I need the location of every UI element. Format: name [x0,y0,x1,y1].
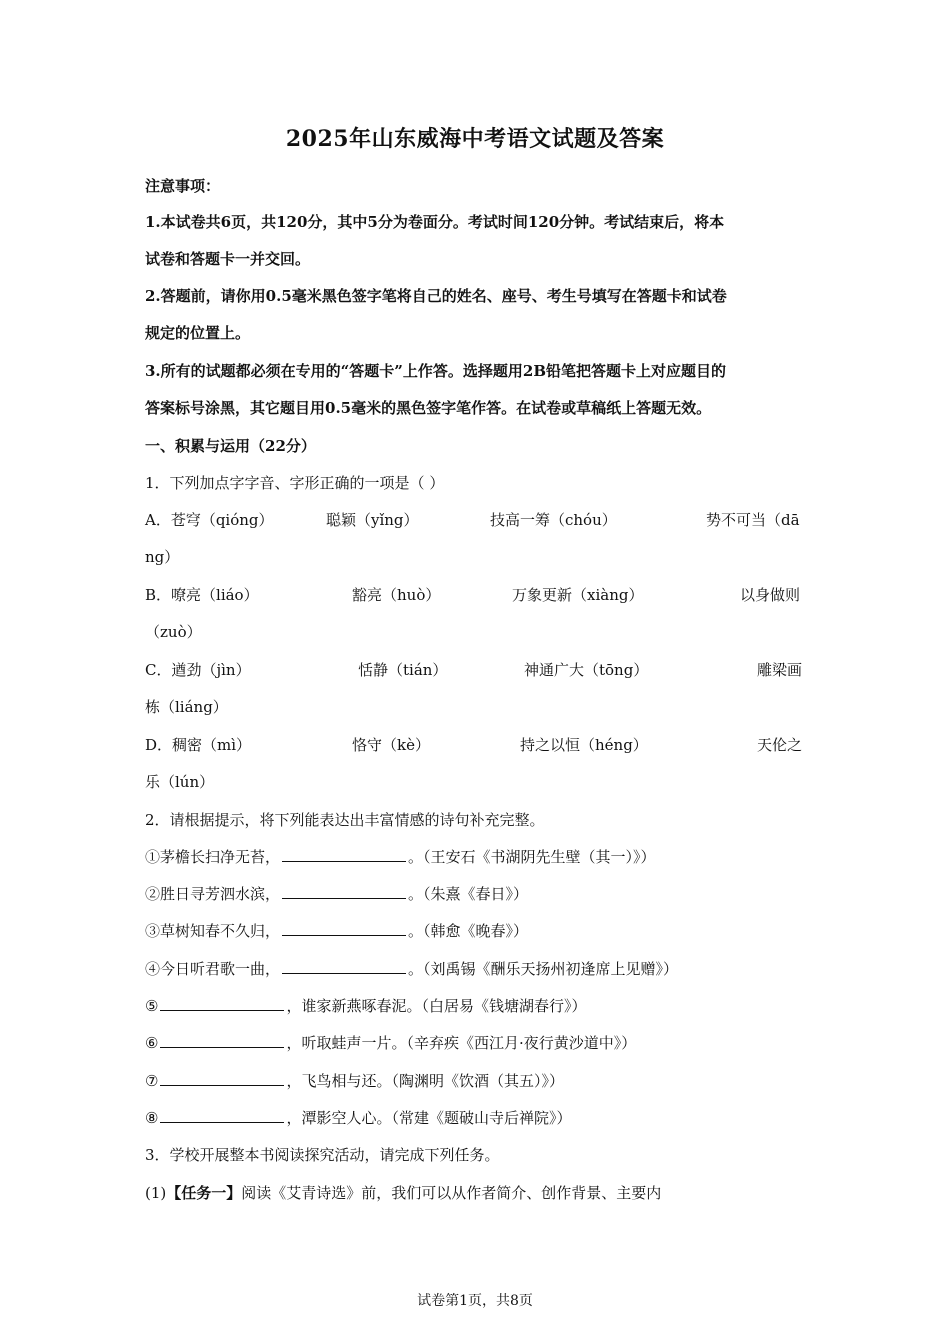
q2-line-3-pre: ③草树知春不久归， [145,922,281,940]
q1-option-c: C．遒劲（jìn） [145,661,251,679]
q1-option-d-word2: 恪守（kè） [352,736,430,754]
q1-option-c-word2: 恬静（tián） [358,661,448,679]
answer-blank[interactable] [282,921,406,936]
answer-blank[interactable] [282,884,406,899]
notice-item-3b: 答案标号涂黑，其它题目用0.5毫米的黑色签字笔作答。在试卷或草稿纸上答题无效。 [145,399,712,417]
q2-line-7-post: ，飞鸟相与还。（陶渊明《饮酒（其五）》） [286,1072,564,1090]
q3-task-1-text: 阅读《艾青诗选》前，我们可以从作者简介、创作背景、主要内 [241,1184,662,1202]
notice-item-1b: 试卷和答题卡一并交回。 [145,250,311,268]
q1-option-b-word2: 豁亮（huò） [352,586,441,604]
q2-line-7-pre: ⑦ [145,1072,159,1090]
q2-line-6 [145,1033,636,1053]
q2-line-6-pre: ⑥ [145,1034,159,1052]
q2-line-1-pre: ①茅檐长扫净无苔， [145,848,281,866]
q1-option-a-word4: 势不可当（dā [706,511,800,529]
q2-line-4 [145,959,678,979]
q1-option-b-cont: （zuò） [145,623,202,641]
q2-line-1 [145,847,656,867]
notice-item-2a: 2.答题前，请你用0.5毫米黑色签字笔将自己的姓名、座号、考生号填写在答题卡和试卷 [145,287,727,305]
q2-stem: 2．请根据提示，将下列能表达出丰富情感的诗句补充完整。 [145,811,545,829]
q1-option-b-word3: 万象更新（xiàng） [512,586,644,604]
page-title: 2025年山东威海中考语文试题及答案 [285,126,665,152]
q2-line-5-post: ，谁家新燕啄春泥。（白居易《钱塘湖春行》） [286,997,587,1015]
q3-stem: 3．学校开展整本书阅读探究活动，请完成下列任务。 [145,1146,500,1164]
q3-task-1-num: (1) [145,1184,167,1202]
answer-blank[interactable] [160,1108,284,1123]
q1-option-a-word3: 技高一筹（chóu） [490,511,617,529]
q1-option-a-word2: 聪颖（yǐng） [326,511,419,529]
section-heading: 一、积累与运用（22分） [145,437,316,455]
q1-stem: 1．下列加点字字音、字形正确的一项是（ ） [145,474,445,492]
q2-line-2-pre: ②胜日寻芳泗水滨， [145,885,281,903]
q2-line-8-pre: ⑧ [145,1109,159,1127]
q2-line-5 [145,996,586,1016]
answer-blank[interactable] [160,996,284,1011]
q1-option-c-cont: 栋（liáng） [145,698,228,716]
q1-option-d-cont: 乐（lún） [145,773,215,791]
q2-line-8 [145,1108,571,1128]
q2-line-1-post: 。（王安石《书湖阴先生壁（其一）》） [408,848,656,866]
notice-item-1a: 1.本试卷共6页，共120分，其中5分为卷面分。考试时间120分钟。考试结束后，将本 [145,213,725,231]
q2-line-5-pre: ⑤ [145,997,159,1015]
page-footer: 试卷第1页，共8页 [417,1293,533,1309]
q1-option-a: A．苍穹（qióng） [145,511,274,529]
notice-item-3a: 3.所有的试题都必须在专用的“答题卡”上作答。选择题用2B铅笔把答题卡上对应题目的 [145,362,727,380]
q3-task-1 [145,1183,661,1203]
q1-option-c-word4: 雕梁画 [757,661,803,679]
answer-blank[interactable] [160,1071,284,1086]
q2-line-6-post: ，听取蛙声一片。（辛弃疾《西江月·夜行黄沙道中》） [286,1034,637,1052]
q1-option-d-word3: 持之以恒（héng） [520,736,648,754]
q1-option-a-cont: ng） [145,548,180,566]
q1-option-b-word4: 以身做则 [740,586,801,604]
q2-line-4-post: 。（刘禹锡《酬乐天扬州初逢席上见赠》） [408,960,679,978]
q2-line-2-post: 。（朱熹《春日》） [408,885,529,903]
q1-option-d-word4: 天伦之 [757,736,803,754]
q1-option-d: D．稠密（mì） [145,736,252,754]
q3-task-1-tag: 【任务一】 [166,1184,242,1202]
q1-option-b: B．嘹亮（liáo） [145,586,259,604]
q2-line-2 [145,884,528,904]
q2-line-3-post: 。（韩愈《晚春》） [408,922,529,940]
answer-blank[interactable] [160,1033,284,1048]
q1-option-c-word3: 神通广大（tōng） [524,661,649,679]
q2-line-7 [145,1071,564,1091]
q2-line-3 [145,921,528,941]
q2-line-4-pre: ④今日听君歌一曲， [145,960,281,978]
notice-item-2b: 规定的位置上。 [145,324,251,342]
answer-blank[interactable] [282,959,406,974]
answer-blank[interactable] [282,847,406,862]
notice-heading: 注意事项： [145,177,221,195]
q2-line-8-post: ，潭影空人心。（常建《题破山寺后禅院》） [286,1109,572,1127]
